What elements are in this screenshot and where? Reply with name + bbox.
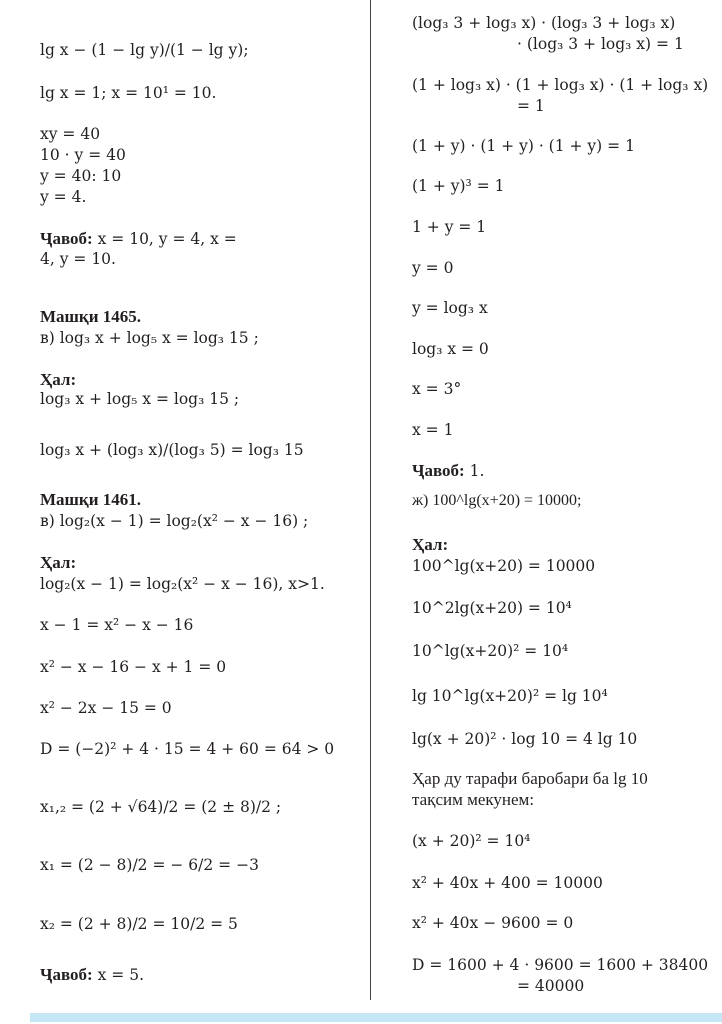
equation-line: x₁ = (2 − 8)/2 = − 6/2 = −3 [40, 856, 259, 874]
equation-line: (1 + y) · (1 + y) · (1 + y) = 1 [412, 137, 635, 155]
exercise-task: ж) 100^lg(x+20) = 10000; [412, 492, 582, 509]
equation-line: = 1 [517, 97, 545, 115]
answer-value: x = 5. [92, 966, 145, 984]
equation-line: x² − 2x − 15 = 0 [40, 699, 172, 717]
equation-line: log₃ x = 0 [412, 340, 489, 358]
equation-line: D = 1600 + 4 · 9600 = 1600 + 38400 [412, 956, 709, 974]
equation-line: y = 40: 10 [40, 167, 122, 185]
solution-label: Ҳал: [40, 553, 77, 572]
equation-line: x₂ = (2 + 8)/2 = 10/2 = 5 [40, 915, 238, 933]
answer-line: 4, y = 10. [40, 250, 116, 268]
equation-line: 1 + y = 1 [412, 218, 487, 236]
equation-line: = 40000 [517, 977, 585, 995]
answer-line [412, 460, 484, 482]
equation-line: log₃ x + (log₃ x)/(log₃ 5) = log₃ 15 [40, 441, 304, 459]
column-divider [370, 0, 371, 1000]
equation-line: x = 1 [412, 421, 454, 439]
equation-line: y = 4. [40, 188, 87, 206]
equation-line: lg x − (1 − lg y)/(1 − lg y); [40, 41, 249, 59]
equation-line: log₂(x − 1) = log₂(x² − x − 16), x>1. [40, 575, 325, 593]
equation-line: x² + 40x + 400 = 10000 [412, 874, 603, 892]
text-line: тақсим мекунем: [412, 790, 535, 809]
answer-line [40, 228, 237, 250]
equation-line: D = (−2)² + 4 · 15 = 4 + 60 = 64 > 0 [40, 740, 335, 758]
exercise-title: Машқи 1461. [40, 490, 141, 509]
solution-label: Ҳал: [40, 370, 77, 389]
equation-line: lg 10^lg(x+20)² = lg 10⁴ [412, 687, 608, 705]
equation-line: x = 3° [412, 380, 462, 398]
equation-line: (x + 20)² = 10⁴ [412, 832, 531, 850]
equation-line: x₁,₂ = (2 + √64)/2 = (2 ± 8)/2 ; [40, 798, 282, 816]
equation-line: (1 + y)³ = 1 [412, 177, 505, 195]
solution-label: Ҳал: [412, 535, 449, 554]
equation-line: 10^lg(x+20)² = 10⁴ [412, 642, 569, 660]
equation-line: y = 0 [412, 259, 454, 277]
equation-line: xy = 40 [40, 125, 101, 143]
text-line: Ҳар ду тарафи баробари ба lg 10 [412, 769, 648, 788]
equation-line: x − 1 = x² − x − 16 [40, 616, 194, 634]
equation-line: (1 + log₃ x) · (1 + log₃ x) · (1 + log₃ x) [412, 76, 709, 94]
equation-line: lg x = 1; x = 10¹ = 10. [40, 84, 217, 102]
answer-label: Ҷавоб: [40, 965, 93, 984]
equation-line: 10^2lg(x+20) = 10⁴ [412, 599, 572, 617]
exercise-title: Машқи 1465. [40, 307, 141, 326]
equation-line: x² + 40x − 9600 = 0 [412, 914, 574, 932]
answer-label: Ҷавоб: [412, 461, 465, 480]
answer-value: x = 10, y = 4, x = [92, 230, 237, 248]
answer-value: 1. [464, 462, 485, 480]
exercise-task: в) log₃ x + log₅ x = log₃ 15 ; [40, 329, 259, 347]
equation-line: · (log₃ 3 + log₃ x) = 1 [517, 35, 684, 53]
equation-line: 10 · y = 40 [40, 146, 126, 164]
equation-line: 100^lg(x+20) = 10000 [412, 557, 596, 575]
footer-bar [30, 1013, 722, 1022]
equation-line: (log₃ 3 + log₃ x) · (log₃ 3 + log₃ x) [412, 14, 676, 32]
equation-line: log₃ x + log₅ x = log₃ 15 ; [40, 390, 240, 408]
equation-line: lg(x + 20)² · log 10 = 4 lg 10 [412, 730, 638, 748]
equation-line: y = log₃ x [412, 299, 488, 317]
answer-label: Ҷавоб: [40, 229, 93, 248]
equation-line: x² − x − 16 − x + 1 = 0 [40, 658, 227, 676]
exercise-task: в) log₂(x − 1) = log₂(x² − x − 16) ; [40, 512, 309, 530]
answer-line [40, 964, 144, 986]
